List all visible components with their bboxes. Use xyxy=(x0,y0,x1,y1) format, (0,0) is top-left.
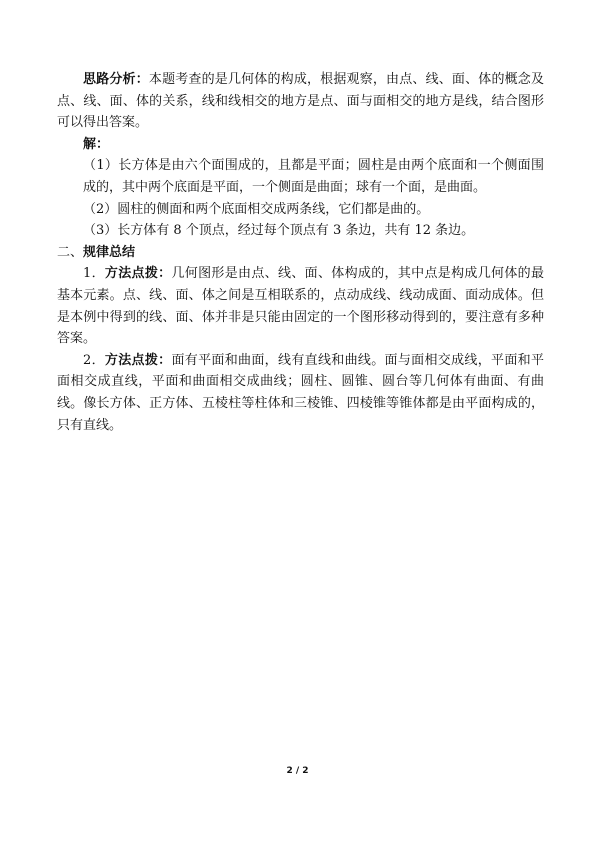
section-heading-summary xyxy=(57,242,544,264)
method-paragraph-1 xyxy=(57,263,544,349)
section-prefix: 二、 xyxy=(57,244,84,260)
method-2-text: 面有平面和曲面，线有直线和曲线。面与面相交成线，平面和平面相交成直线，平面和曲面相交成曲线；圆柱、圆锥、圆台等几何体有曲面、有曲线。像长方体、正方体、五棱柱等柱体和三棱锥、四棱锥等锥体都是由平面构成的，只有直线。 xyxy=(57,352,544,433)
solution-heading xyxy=(57,134,544,156)
section-title: 规律总结 xyxy=(83,244,136,260)
method-2-label: 方法点拨： xyxy=(104,352,172,368)
method-1-number: 1． xyxy=(83,266,105,282)
analysis-paragraph xyxy=(57,69,544,134)
solution-item-3: （3）长方体有 8 个顶点，经过每个顶点有 3 条边，共有 12 条边。 xyxy=(83,223,475,239)
solution-item-2: （2）圆柱的侧面和两个底面相交成两条线，它们都是曲的。 xyxy=(83,201,430,217)
page-number: 2 / 2 xyxy=(286,766,309,776)
analysis-label: 思路分析： xyxy=(83,72,149,87)
document-body xyxy=(57,69,544,436)
method-2-number: 2． xyxy=(83,352,105,368)
analysis-text: 本题考查的是几何体的构成，根据观察，由点、线、面、体的概念及点、线、面、体的关系，线和线相交的地方是点、面与面相交的地方是线，结合图形可以得出答案。 xyxy=(57,72,544,131)
method-1-text: 几何图形是由点、线、面、体构成的，其中点是构成几何体的最基本元素。点、线、面、体之间是互相联系的，点动成线、线动成面、面动成体。但是本例中得到的线、面、体并非是只能由固定的一个图形移动得到的，要注意有多种答案。 xyxy=(57,266,544,347)
solution-item-1: （1）长方体是由六个面围成的，且都是平面；圆柱是由两个底面和一个侧面围成的，其中两个底面是平面，一个侧面是曲面；球有一个面，是曲面。 xyxy=(83,158,544,195)
method-paragraph-2 xyxy=(57,350,544,436)
solution-label: 解： xyxy=(83,136,110,152)
method-1-label: 方法点拨： xyxy=(104,266,172,282)
